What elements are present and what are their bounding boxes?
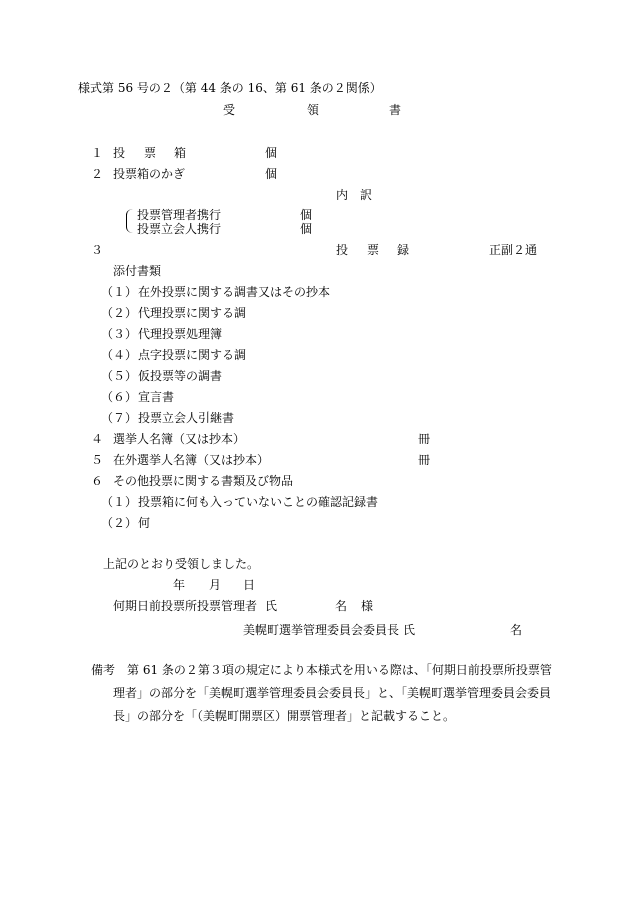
item-2-unit: 個 xyxy=(265,167,278,181)
manager-sama: 様 xyxy=(361,599,374,613)
sub-1-label: 投票管理者携行 xyxy=(137,208,222,222)
attachment-2-text: 代理投票に関する調 xyxy=(138,306,247,320)
attachment-6-number: （６） xyxy=(101,390,138,404)
item-3-char-c: 録 xyxy=(397,243,410,257)
manager-mei: 名 xyxy=(335,599,348,613)
attachment-7-text: 投票立会人引継書 xyxy=(138,411,235,425)
breakdown-brace xyxy=(126,209,135,233)
title-char-3: 書 xyxy=(389,103,402,117)
manager-title: 何期日前投票所投票管理者 xyxy=(113,599,258,613)
attachments-label: 添付書類 xyxy=(113,264,162,278)
item-5-number: ５ xyxy=(91,453,104,467)
attachment-4-number: （４） xyxy=(101,348,138,362)
item-3-note: 正副２通 xyxy=(489,243,538,257)
attachment-1-number: （１） xyxy=(101,285,138,299)
item-6-sub-2-number: （２） xyxy=(101,516,138,530)
item-6-sub-1-number: （１） xyxy=(101,495,138,509)
item-4-label: 選挙人名簿（又は抄本） xyxy=(113,432,246,446)
receipt-statement: 上記のとおり受領しました。 xyxy=(103,557,260,571)
committee-title: 美幌町選挙管理委員会委員長 xyxy=(243,623,400,637)
sub-2-label: 投票立会人携行 xyxy=(137,222,222,236)
remarks-line-3: 長」の部分を「（美幌町開票区）開票管理者」と記載すること。 xyxy=(113,709,456,723)
item-4-number: ４ xyxy=(91,432,104,446)
committee-shi: 氏 xyxy=(403,623,416,637)
title-char-1: 受 xyxy=(223,103,236,117)
date-year: 年 xyxy=(173,578,186,592)
sub-2-unit: 個 xyxy=(300,222,313,236)
attachment-3-text: 代理投票処理簿 xyxy=(138,327,223,341)
item-1-number: １ xyxy=(91,146,104,160)
item-4-unit: 冊 xyxy=(418,432,431,446)
remarks-line-1: 備考 第 61 条の２第３項の規定により本様式を用いる際は、「何期日前投票所投票管 xyxy=(91,663,552,677)
item-3-char-a: 投 xyxy=(336,243,349,257)
breakdown-char-b: 訳 xyxy=(360,188,373,202)
manager-shi: 氏 xyxy=(265,599,278,613)
item-5-label: 在外選挙人名簿（又は抄本） xyxy=(113,453,270,467)
attachment-3-number: （３） xyxy=(101,327,138,341)
item-1-unit: 個 xyxy=(265,146,278,160)
item-3-number: ３ xyxy=(91,243,104,257)
remarks-line-2: 理者」の部分を「美幌町選挙管理委員会委員長」と、「美幌町選挙管理委員会委員 xyxy=(113,686,552,700)
sub-1-unit: 個 xyxy=(300,208,313,222)
date-month: 月 xyxy=(209,578,222,592)
attachment-1-text: 在外投票に関する調書又はその抄本 xyxy=(138,285,331,299)
attachment-4-text: 点字投票に関する調 xyxy=(138,348,247,362)
item-1-char-b: 票 xyxy=(144,146,157,160)
item-1-char-a: 投 xyxy=(113,146,126,160)
item-6-sub-2-text: 何 xyxy=(138,516,151,530)
item-1-char-c: 箱 xyxy=(174,146,187,160)
item-6-label: その他投票に関する書類及び物品 xyxy=(113,474,294,488)
item-6-number: ６ xyxy=(91,474,104,488)
title-char-2: 領 xyxy=(307,103,320,117)
item-5-unit: 冊 xyxy=(418,453,431,467)
item-6-sub-1-text: 投票箱に何も入っていないことの確認記録書 xyxy=(138,495,379,509)
item-2-label: 投票箱のかぎ xyxy=(113,167,186,181)
attachment-7-number: （７） xyxy=(101,411,138,425)
attachment-5-text: 仮投票等の調書 xyxy=(138,369,223,383)
item-3-char-b: 票 xyxy=(367,243,380,257)
breakdown-char-a: 内 xyxy=(336,188,349,202)
committee-mei: 名 xyxy=(510,623,523,637)
item-2-number: ２ xyxy=(91,167,104,181)
attachment-2-number: （２） xyxy=(101,306,138,320)
form-header: 様式第 56 号の２（第 44 条の 16、第 61 条の２関係） xyxy=(78,81,382,95)
attachment-6-text: 宣言書 xyxy=(138,390,175,404)
attachment-5-number: （５） xyxy=(101,369,138,383)
date-day: 日 xyxy=(243,578,256,592)
